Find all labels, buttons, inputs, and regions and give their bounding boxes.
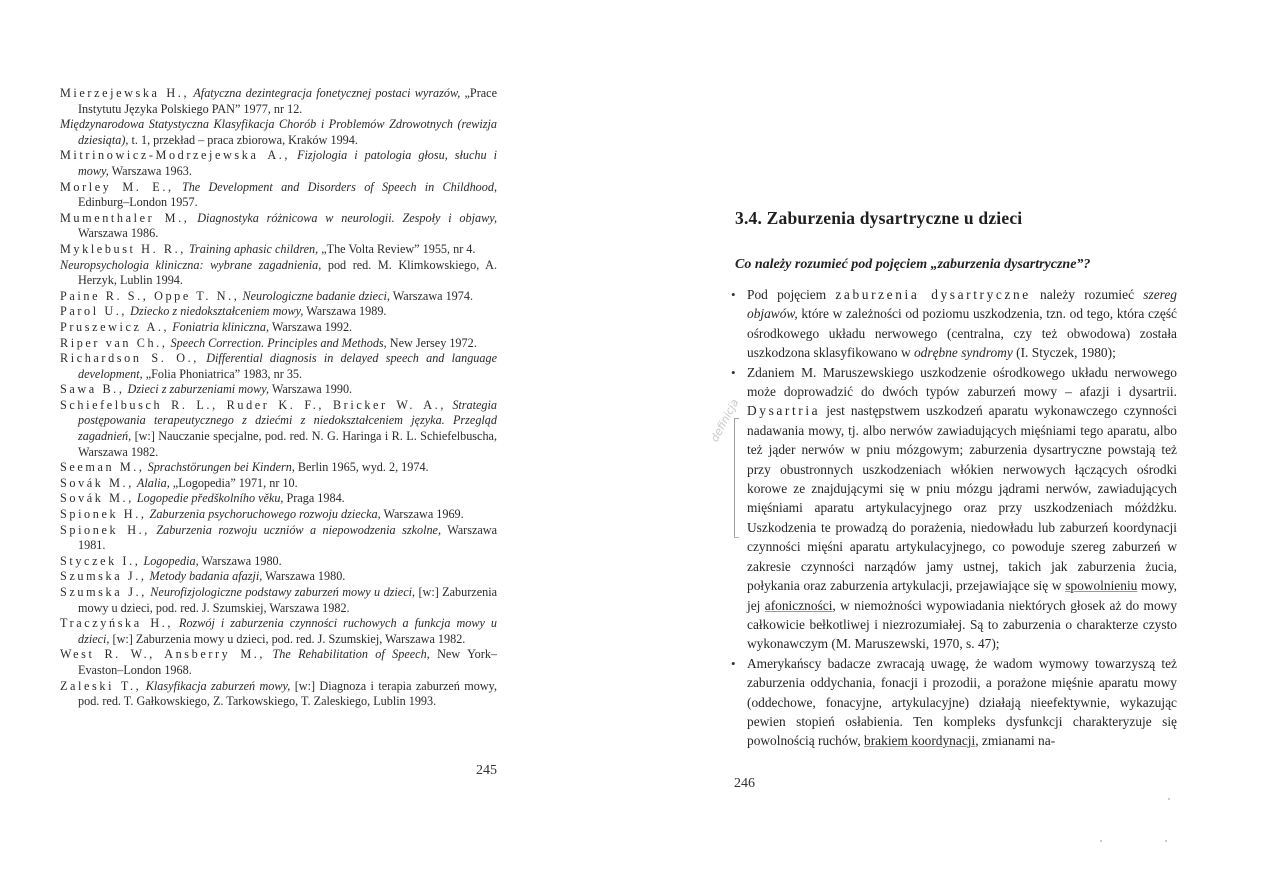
bibliography-entry: Szumska J., Neurofizjologiczne podstawy zaburzeń mowy u dzieci, [w:] Zaburzenia mowy u dzieci, pod. red. J. Szumskiej, Warszawa 1982.: [60, 585, 497, 615]
bibliography-entry: Mierzejewska H., Afatyczna dezintegracja fonetycznej postaci wyrazów, „Prace Instytutu Języka Polskiego PAN” 1977, nr 12.: [60, 86, 497, 116]
bibliography-entry: Morley M. E., The Development and Disorders of Speech in Childhood, Edinburg–London 1957.: [60, 179, 498, 210]
bibliography-entry: Richardson S. O., Differential diagnosis in delayed speech and language development, „Folia Phoniatrica” 1983, nr 35.: [60, 351, 497, 381]
chapter-title: 3.4. Zaburzenia dysartryczne u dzieci: [735, 208, 1023, 228]
bibliography-entry: Sovák M., Logopedie předškolního věku, Praga 1984.: [60, 491, 345, 506]
bibliography-entry: Zaleski T., Klasyfikacja zaburzeń mowy, [w:] Diagnoza i terapia zaburzeń mowy, pod. red. T. Gałkowskiego, Z. Tarkowskiego, T. Zaleskiego, Lublin 1993.: [60, 678, 498, 709]
bibliography-entry: Międzynarodowa Statystyczna Klasyfikacja Chorób i Problemów Zdrowotnych (rewizja dziesiąta), t. 1, przekład – praca zbiorowa, Kraków 1994.: [60, 117, 497, 147]
bibliography-entry: Szumska J., Metody badania afazji, Warszawa 1980.: [60, 569, 346, 584]
pencil-underline: brakiem koordynacji: [864, 733, 976, 749]
bibliography-entry: West R. W., Ansberry M., The Rehabilitation of Speech, New York–Evaston–London 1968.: [60, 647, 498, 677]
bibliography-entry: Spionek H., Zaburzenia rozwoju uczniów a niepowodzenia szkolne, Warszawa 1981.: [60, 522, 498, 553]
bullet-item: • Zdaniem M. Maruszewskiego uszkodzenie ośrodkowego układu nerwowego może doprowadzić do dwóch typów zaburzeń mowy – afazji i dysartrii. Dysartria jest następstwem uszkodzeń aparatu wykonawczego czynności nadawania mowy, tj. albo nerwów zawiadujących mięśniami tego aparatu, albo też jąder nerwów w pniu mózgowym; zaburzenia dysartryczne powstają też przy obustronnych uszkodzeniach włókien nerwowych łączących ośrodki korowe ze znajdującymi się w pniu mózgu jądrami nerwów, zawiadujących mięśniami aparatu artykulacyjnego oraz przy uszkodzeniach móżdżku. Uszkodzenia te prowadzą do porażenia, niedowładu lub zaburzeń koordynacji czynności mięśni aparatu artykulacyjnego, co powoduje szereg zaburzeń w zakresie czynności narządów jamy ustnej, takich jak zaburzenia żucia, połykania oraz zaburzenia artykulacji, przejawiające się w spowolnieniu mowy, jej afoniczności, w niemożności wypowiadania niektórych głosek aż do mowy całkowicie bełkotliwej i niezrozumiałej. Są to zaburzenia o charakterze czysto wykonawczym (M. Maruszewski, 1970, s. 47);: [735, 363, 1177, 654]
right-page: [620, 0, 1263, 893]
bibliography-entry: Styczek I., Logopedia, Warszawa 1980.: [60, 553, 282, 568]
bibliography-list: [60, 86, 497, 710]
pencil-underline: afoniczności: [764, 597, 833, 613]
left-page: [0, 0, 620, 893]
bibliography-entry: Pruszewicz A., Foniatria kliniczna, Warszawa 1992.: [60, 319, 353, 334]
section-question: Co należy rozumieć pod pojęciem „zaburzenia dysartryczne”?: [735, 257, 1091, 272]
bibliography-entry: Spionek H., Zaburzenia psychoruchowego rozwoju dziecka, Warszawa 1969.: [60, 507, 464, 522]
bullet-list: [735, 285, 1177, 751]
bibliography-entry: Riper van Ch., Speech Correction. Principles and Methods, New Jersey 1972.: [60, 335, 477, 350]
bibliography-entry: Parol U., Dziecko z niedokształceniem mowy, Warszawa 1989.: [60, 304, 387, 319]
bibliography-entry: Schiefelbusch R. L., Ruder K. F., Bricker W. A., Strategia postępowania terapeutycznego z dziećmi z niedokształceniem języka. Przegląd zagadnień, [w:] Nauczanie specjalne, pod. red. N. G. Haringa i R. L. Schiefelbuscha, Warszawa 1982.: [60, 397, 497, 459]
bibliography-entry: Paine R. S., Oppe T. N., Neurologiczne badanie dzieci, Warszawa 1974.: [60, 288, 473, 303]
scan-speck: [1165, 840, 1167, 842]
scan-speck: [1100, 840, 1102, 842]
scan-speck: [1168, 798, 1170, 800]
bibliography-entry: Myklebust H. R., Training aphasic children, „The Volta Review” 1955, nr 4.: [60, 241, 476, 256]
bullet-item: • Pod pojęciem zaburzenia dysartryczne należy rozumieć szereg objawów, które w zależności od poziomu uszkodzenia, tzn. od tego, która część ośrodkowego układu nerwowego (centralna, czy też obwodowa) została uszkodzona sklasyfikowano w odrębne syndromy (I. Styczek, 1980);: [735, 285, 1177, 363]
bibliography-entry: Traczyńska H., Rozwój i zaburzenia czynności ruchowych a funkcja mowy u dzieci, [w:] Zaburzenia mowy u dzieci, pod. red. J. Szumskiej, Warszawa 1982.: [60, 616, 497, 646]
chapter-section: [735, 208, 1177, 751]
bibliography-entry: Neuropsychologia kliniczna: wybrane zagadnienia, pod red. M. Klimkowskiego, A. Herzyk, Lublin 1994.: [60, 257, 498, 288]
bibliography-entry: Seeman M., Sprachstörungen bei Kindern, Berlin 1965, wyd. 2, 1974.: [60, 460, 429, 475]
bullet-item: • Amerykańscy badacze zwracają uwagę, że wadom wymowy towarzyszą też zaburzenia oddychania, fonacji i prozodii, a porażone mięśnie aparatu mowy (oddechowe, fonacyjne, artykulacyjne) działają nieefektywnie, wykazując pewien stopień osłabienia. Ten kompleks dysfunkcji charakteryzuje się powolnością ruchów, brakiem koordynacji, zmianami na-: [735, 654, 1177, 751]
page-number: 245: [476, 763, 497, 778]
pencil-bracket: [734, 418, 739, 538]
pencil-underline: spowolnieniu: [1065, 578, 1138, 594]
bibliography-entry: Mumenthaler M., Diagnostyka różnicowa w neurologii. Zespoły i objawy, Warszawa 1986.: [60, 210, 497, 241]
page-number: 246: [734, 776, 755, 791]
bibliography-entry: Sawa B., Dzieci z zaburzeniami mowy, Warszawa 1990.: [60, 382, 353, 397]
bibliography-entry: Mitrinowicz-Modrzejewska A., Fizjologia i patologia głosu, słuchu i mowy, Warszawa 1963.: [60, 148, 497, 178]
handwritten-margin-note: definicja: [708, 396, 742, 445]
bibliography-entry: Sovák M., Alalia, „Logopedia” 1971, nr 10.: [60, 475, 298, 490]
